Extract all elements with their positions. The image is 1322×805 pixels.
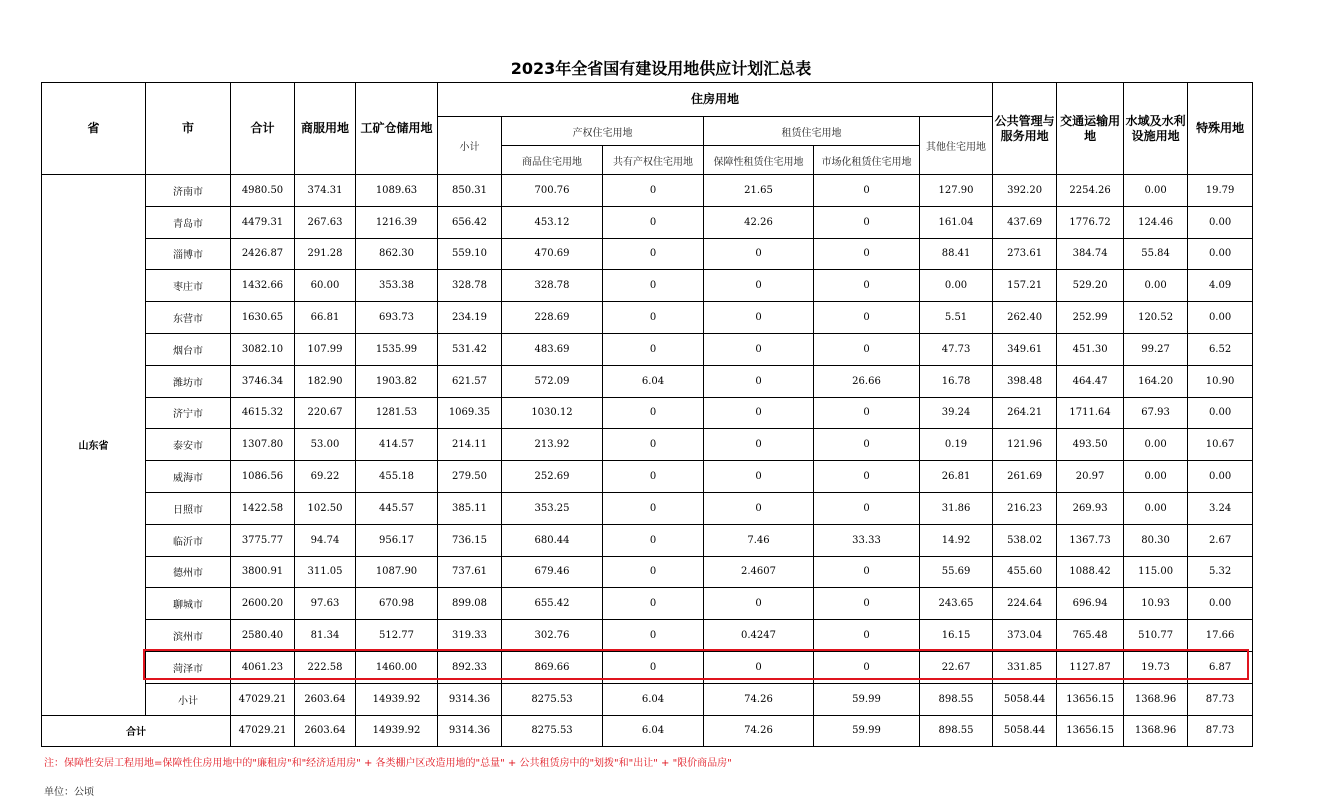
value-cell: 10.67	[1188, 429, 1253, 461]
value-cell: 4061.23	[231, 651, 295, 683]
value-cell: 0	[704, 333, 814, 365]
value-cell: 14.92	[920, 524, 993, 556]
value-cell: 14939.92	[356, 683, 438, 715]
value-cell: 53.00	[295, 429, 356, 461]
header-commodity: 商品住宅用地	[502, 146, 603, 175]
value-cell: 850.31	[438, 175, 502, 207]
value-cell: 5058.44	[993, 683, 1057, 715]
value-cell: 16.78	[920, 365, 993, 397]
value-cell: 0	[814, 556, 920, 588]
value-cell: 510.77	[1124, 620, 1188, 652]
value-cell: 66.81	[295, 302, 356, 334]
value-cell: 0	[704, 397, 814, 429]
value-cell: 47029.21	[231, 715, 295, 746]
header-water: 水域及水利设施用地	[1124, 83, 1188, 175]
value-cell: 262.40	[993, 302, 1057, 334]
value-cell: 892.33	[438, 651, 502, 683]
city-cell: 淄博市	[146, 238, 231, 270]
header-industrial: 工矿仓储用地	[356, 83, 438, 175]
header-other-housing: 其他住宅用地	[920, 117, 993, 175]
city-cell: 济南市	[146, 175, 231, 207]
value-cell: 0	[814, 238, 920, 270]
value-cell: 0	[704, 270, 814, 302]
value-cell: 213.92	[502, 429, 603, 461]
value-cell: 0	[704, 365, 814, 397]
value-cell: 0	[603, 302, 704, 334]
value-cell: 869.66	[502, 651, 603, 683]
value-cell: 0	[603, 651, 704, 683]
value-cell: 414.57	[356, 429, 438, 461]
value-cell: 222.58	[295, 651, 356, 683]
value-cell: 0.00	[1188, 206, 1253, 238]
value-cell: 9314.36	[438, 683, 502, 715]
value-cell: 3800.91	[231, 556, 295, 588]
header-total: 合计	[231, 83, 295, 175]
value-cell: 765.48	[1057, 620, 1124, 652]
value-cell: 0	[814, 429, 920, 461]
value-cell: 398.48	[993, 365, 1057, 397]
value-cell: 5.51	[920, 302, 993, 334]
city-cell: 德州市	[146, 556, 231, 588]
city-cell: 临沂市	[146, 524, 231, 556]
value-cell: 0	[603, 461, 704, 493]
value-cell: 80.30	[1124, 524, 1188, 556]
footnote: 注：保障性安居工程用地=保障性住房用地中的"廉租房"和"经济适用房" + 各类棚户区改造用地的"总量" + 公共租赁房中的"划拨"和"出让" + "限价商品房"	[44, 758, 732, 769]
value-cell: 1307.80	[231, 429, 295, 461]
header-ownership: 产权住宅用地	[502, 117, 704, 146]
table-row	[42, 461, 1253, 493]
value-cell: 0	[814, 270, 920, 302]
value-cell: 0	[814, 651, 920, 683]
value-cell: 956.17	[356, 524, 438, 556]
value-cell: 2603.64	[295, 715, 356, 746]
value-cell: 6.52	[1188, 333, 1253, 365]
value-cell: 4980.50	[231, 175, 295, 207]
value-cell: 0.00	[920, 270, 993, 302]
city-cell: 枣庄市	[146, 270, 231, 302]
value-cell: 898.55	[920, 683, 993, 715]
value-cell: 1776.72	[1057, 206, 1124, 238]
table-row	[42, 556, 1253, 588]
value-cell: 157.21	[993, 270, 1057, 302]
header-housing: 住房用地	[438, 83, 993, 117]
grand-total-label: 合计	[42, 715, 231, 746]
province-cell: 山东省	[42, 175, 146, 716]
value-cell: 529.20	[1057, 270, 1124, 302]
table-row	[42, 365, 1253, 397]
city-cell: 烟台市	[146, 333, 231, 365]
value-cell: 512.77	[356, 620, 438, 652]
value-cell: 0.00	[1124, 461, 1188, 493]
value-cell: 0	[814, 620, 920, 652]
value-cell: 264.21	[993, 397, 1057, 429]
unit-label: 单位：公顷	[44, 787, 94, 798]
value-cell: 679.46	[502, 556, 603, 588]
value-cell: 161.04	[920, 206, 993, 238]
table-title: 2023年全省国有建设用地供应计划汇总表	[510, 59, 812, 78]
value-cell: 67.93	[1124, 397, 1188, 429]
value-cell: 4.09	[1188, 270, 1253, 302]
table-row	[42, 683, 1253, 715]
value-cell: 252.99	[1057, 302, 1124, 334]
city-cell: 小计	[146, 683, 231, 715]
value-cell: 4479.31	[231, 206, 295, 238]
value-cell: 0.00	[1188, 397, 1253, 429]
city-cell: 东营市	[146, 302, 231, 334]
value-cell: 234.19	[438, 302, 502, 334]
value-cell: 0	[814, 302, 920, 334]
header-commercial: 商服用地	[295, 83, 356, 175]
value-cell: 13656.15	[1057, 683, 1124, 715]
table-row	[42, 524, 1253, 556]
value-cell: 385.11	[438, 492, 502, 524]
value-cell: 0	[704, 492, 814, 524]
table-row	[42, 175, 1253, 207]
value-cell: 1127.87	[1057, 651, 1124, 683]
city-cell: 青岛市	[146, 206, 231, 238]
value-cell: 0.00	[1124, 270, 1188, 302]
value-cell: 483.69	[502, 333, 603, 365]
value-cell: 252.69	[502, 461, 603, 493]
value-cell: 269.93	[1057, 492, 1124, 524]
value-cell: 59.99	[814, 715, 920, 746]
table-row	[42, 397, 1253, 429]
value-cell: 0.19	[920, 429, 993, 461]
value-cell: 374.31	[295, 175, 356, 207]
value-cell: 670.98	[356, 588, 438, 620]
city-cell: 聊城市	[146, 588, 231, 620]
value-cell: 47029.21	[231, 683, 295, 715]
city-cell: 威海市	[146, 461, 231, 493]
value-cell: 392.20	[993, 175, 1057, 207]
value-cell: 0	[814, 492, 920, 524]
value-cell: 1535.99	[356, 333, 438, 365]
header-public: 公共管理与服务用地	[993, 83, 1057, 175]
value-cell: 445.57	[356, 492, 438, 524]
table-row	[42, 270, 1253, 302]
value-cell: 2254.26	[1057, 175, 1124, 207]
value-cell: 0.00	[1188, 302, 1253, 334]
value-cell: 10.90	[1188, 365, 1253, 397]
value-cell: 384.74	[1057, 238, 1124, 270]
header-housing-subtotal: 小计	[438, 117, 502, 175]
land-supply-table	[41, 82, 1253, 747]
value-cell: 5058.44	[993, 715, 1057, 746]
value-cell: 572.09	[502, 365, 603, 397]
value-cell: 0.00	[1188, 588, 1253, 620]
value-cell: 88.41	[920, 238, 993, 270]
value-cell: 1432.66	[231, 270, 295, 302]
value-cell: 1368.96	[1124, 715, 1188, 746]
value-cell: 0	[603, 620, 704, 652]
value-cell: 0.00	[1124, 429, 1188, 461]
value-cell: 559.10	[438, 238, 502, 270]
value-cell: 124.46	[1124, 206, 1188, 238]
value-cell: 220.67	[295, 397, 356, 429]
value-cell: 349.61	[993, 333, 1057, 365]
value-cell: 696.94	[1057, 588, 1124, 620]
value-cell: 94.74	[295, 524, 356, 556]
table-row	[42, 492, 1253, 524]
value-cell: 0	[603, 524, 704, 556]
header-affordable-rental: 保障性租赁住宅用地	[704, 146, 814, 175]
table-row	[42, 651, 1253, 683]
value-cell: 328.78	[502, 270, 603, 302]
value-cell: 55.69	[920, 556, 993, 588]
value-cell: 13656.15	[1057, 715, 1124, 746]
value-cell: 22.67	[920, 651, 993, 683]
city-cell: 潍坊市	[146, 365, 231, 397]
value-cell: 2603.64	[295, 683, 356, 715]
value-cell: 0	[814, 175, 920, 207]
value-cell: 0	[704, 651, 814, 683]
value-cell: 214.11	[438, 429, 502, 461]
value-cell: 437.69	[993, 206, 1057, 238]
value-cell: 19.79	[1188, 175, 1253, 207]
value-cell: 1281.53	[356, 397, 438, 429]
value-cell: 1630.65	[231, 302, 295, 334]
value-cell: 4615.32	[231, 397, 295, 429]
value-cell: 1030.12	[502, 397, 603, 429]
value-cell: 311.05	[295, 556, 356, 588]
value-cell: 621.57	[438, 365, 502, 397]
value-cell: 115.00	[1124, 556, 1188, 588]
value-cell: 531.42	[438, 333, 502, 365]
city-cell: 泰安市	[146, 429, 231, 461]
value-cell: 55.84	[1124, 238, 1188, 270]
value-cell: 69.22	[295, 461, 356, 493]
value-cell: 5.32	[1188, 556, 1253, 588]
value-cell: 538.02	[993, 524, 1057, 556]
value-cell: 302.76	[502, 620, 603, 652]
value-cell: 470.69	[502, 238, 603, 270]
value-cell: 102.50	[295, 492, 356, 524]
value-cell: 862.30	[356, 238, 438, 270]
value-cell: 9314.36	[438, 715, 502, 746]
city-cell: 滨州市	[146, 620, 231, 652]
value-cell: 1087.90	[356, 556, 438, 588]
value-cell: 898.55	[920, 715, 993, 746]
value-cell: 0	[603, 397, 704, 429]
value-cell: 0.00	[1188, 238, 1253, 270]
value-cell: 243.65	[920, 588, 993, 620]
value-cell: 39.24	[920, 397, 993, 429]
table-row	[42, 302, 1253, 334]
value-cell: 74.26	[704, 715, 814, 746]
header-shared: 共有产权住宅用地	[603, 146, 704, 175]
header-rental: 租赁住宅用地	[704, 117, 920, 146]
value-cell: 31.86	[920, 492, 993, 524]
value-cell: 493.50	[1057, 429, 1124, 461]
value-cell: 0	[603, 175, 704, 207]
value-cell: 1422.58	[231, 492, 295, 524]
value-cell: 373.04	[993, 620, 1057, 652]
value-cell: 693.73	[356, 302, 438, 334]
value-cell: 736.15	[438, 524, 502, 556]
value-cell: 455.18	[356, 461, 438, 493]
value-cell: 3746.34	[231, 365, 295, 397]
value-cell: 273.61	[993, 238, 1057, 270]
value-cell: 6.04	[603, 683, 704, 715]
value-cell: 0	[603, 556, 704, 588]
value-cell: 1711.64	[1057, 397, 1124, 429]
value-cell: 47.73	[920, 333, 993, 365]
value-cell: 0	[603, 270, 704, 302]
value-cell: 0	[704, 302, 814, 334]
value-cell: 107.99	[295, 333, 356, 365]
value-cell: 0	[814, 206, 920, 238]
value-cell: 0.4247	[704, 620, 814, 652]
table-row	[42, 620, 1253, 652]
table-row	[42, 206, 1253, 238]
value-cell: 655.42	[502, 588, 603, 620]
table-row	[42, 588, 1253, 620]
value-cell: 1069.35	[438, 397, 502, 429]
value-cell: 2580.40	[231, 620, 295, 652]
value-cell: 6.87	[1188, 651, 1253, 683]
table-row	[42, 238, 1253, 270]
value-cell: 0	[814, 333, 920, 365]
value-cell: 0	[704, 588, 814, 620]
value-cell: 42.26	[704, 206, 814, 238]
value-cell: 127.90	[920, 175, 993, 207]
value-cell: 120.52	[1124, 302, 1188, 334]
value-cell: 3775.77	[231, 524, 295, 556]
value-cell: 899.08	[438, 588, 502, 620]
value-cell: 279.50	[438, 461, 502, 493]
value-cell: 267.63	[295, 206, 356, 238]
value-cell: 1216.39	[356, 206, 438, 238]
value-cell: 0	[814, 397, 920, 429]
header-city: 市	[146, 83, 231, 175]
value-cell: 0.00	[1124, 175, 1188, 207]
value-cell: 1367.73	[1057, 524, 1124, 556]
value-cell: 216.23	[993, 492, 1057, 524]
value-cell: 291.28	[295, 238, 356, 270]
header-market-rental: 市场化租赁住宅用地	[814, 146, 920, 175]
value-cell: 10.93	[1124, 588, 1188, 620]
city-cell: 菏泽市	[146, 651, 231, 683]
city-cell: 济宁市	[146, 397, 231, 429]
value-cell: 453.12	[502, 206, 603, 238]
value-cell: 0	[704, 461, 814, 493]
value-cell: 1086.56	[231, 461, 295, 493]
value-cell: 0.00	[1124, 492, 1188, 524]
value-cell: 20.97	[1057, 461, 1124, 493]
value-cell: 0	[603, 492, 704, 524]
value-cell: 0	[814, 461, 920, 493]
value-cell: 17.66	[1188, 620, 1253, 652]
value-cell: 7.46	[704, 524, 814, 556]
value-cell: 0	[603, 206, 704, 238]
value-cell: 224.64	[993, 588, 1057, 620]
value-cell: 74.26	[704, 683, 814, 715]
value-cell: 656.42	[438, 206, 502, 238]
value-cell: 0	[704, 238, 814, 270]
header-transport: 交通运输用地	[1057, 83, 1124, 175]
value-cell: 164.20	[1124, 365, 1188, 397]
header-province: 省	[42, 83, 146, 175]
value-cell: 87.73	[1188, 715, 1253, 746]
value-cell: 700.76	[502, 175, 603, 207]
value-cell: 6.04	[603, 715, 704, 746]
value-cell: 319.33	[438, 620, 502, 652]
value-cell: 3.24	[1188, 492, 1253, 524]
value-cell: 261.69	[993, 461, 1057, 493]
value-cell: 8275.53	[502, 683, 603, 715]
value-cell: 451.30	[1057, 333, 1124, 365]
value-cell: 331.85	[993, 651, 1057, 683]
value-cell: 0	[603, 429, 704, 461]
value-cell: 26.66	[814, 365, 920, 397]
value-cell: 2426.87	[231, 238, 295, 270]
value-cell: 59.99	[814, 683, 920, 715]
value-cell: 1460.00	[356, 651, 438, 683]
value-cell: 121.96	[993, 429, 1057, 461]
value-cell: 1089.63	[356, 175, 438, 207]
header-special: 特殊用地	[1188, 83, 1253, 175]
grand-total-row	[42, 715, 1253, 746]
value-cell: 99.27	[1124, 333, 1188, 365]
value-cell: 228.69	[502, 302, 603, 334]
value-cell: 1368.96	[1124, 683, 1188, 715]
value-cell: 455.60	[993, 556, 1057, 588]
value-cell: 2.67	[1188, 524, 1253, 556]
value-cell: 19.73	[1124, 651, 1188, 683]
value-cell: 182.90	[295, 365, 356, 397]
value-cell: 353.25	[502, 492, 603, 524]
value-cell: 1088.42	[1057, 556, 1124, 588]
value-cell: 97.63	[295, 588, 356, 620]
value-cell: 0.00	[1188, 461, 1253, 493]
value-cell: 0	[603, 588, 704, 620]
value-cell: 16.15	[920, 620, 993, 652]
value-cell: 353.38	[356, 270, 438, 302]
value-cell: 60.00	[295, 270, 356, 302]
value-cell: 737.61	[438, 556, 502, 588]
value-cell: 3082.10	[231, 333, 295, 365]
table-row	[42, 333, 1253, 365]
value-cell: 21.65	[704, 175, 814, 207]
value-cell: 81.34	[295, 620, 356, 652]
value-cell: 464.47	[1057, 365, 1124, 397]
value-cell: 2600.20	[231, 588, 295, 620]
value-cell: 680.44	[502, 524, 603, 556]
city-cell: 日照市	[146, 492, 231, 524]
value-cell: 0	[603, 238, 704, 270]
value-cell: 328.78	[438, 270, 502, 302]
value-cell: 26.81	[920, 461, 993, 493]
value-cell: 33.33	[814, 524, 920, 556]
value-cell: 6.04	[603, 365, 704, 397]
value-cell: 2.4607	[704, 556, 814, 588]
value-cell: 0	[814, 588, 920, 620]
value-cell: 0	[603, 333, 704, 365]
value-cell: 1903.82	[356, 365, 438, 397]
value-cell: 8275.53	[502, 715, 603, 746]
value-cell: 14939.92	[356, 715, 438, 746]
value-cell: 0	[704, 429, 814, 461]
value-cell: 87.73	[1188, 683, 1253, 715]
table-row	[42, 429, 1253, 461]
